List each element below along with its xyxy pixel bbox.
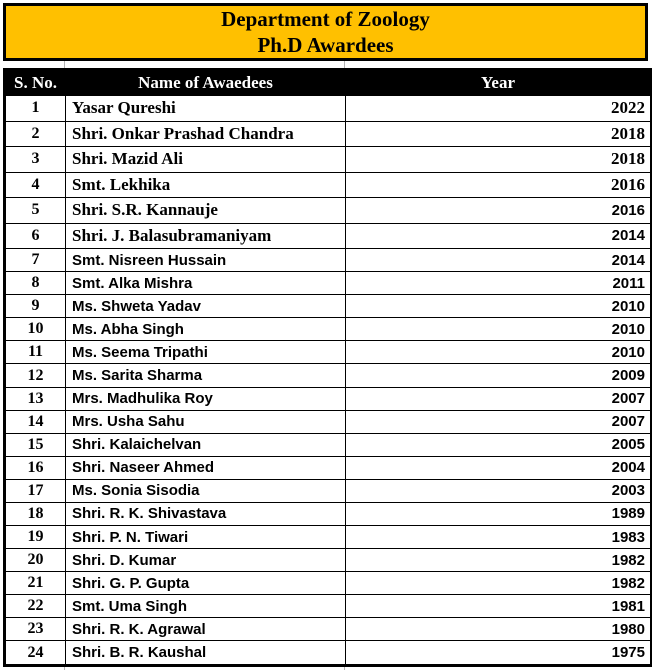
title-line-1: Department of Zoology: [221, 7, 430, 31]
year-cell: 2011: [346, 272, 652, 295]
name-cell: Shri. G. P. Gupta: [66, 572, 346, 595]
sno-cell: 5: [5, 198, 66, 224]
sno-cell: 4: [5, 172, 66, 198]
title-band: [3, 3, 648, 61]
column-header-year: Year: [346, 70, 652, 96]
table-row: [5, 410, 652, 433]
name-cell: Smt. Alka Mishra: [66, 272, 346, 295]
name-cell: Shri. J. Balasubramaniyam: [66, 223, 346, 249]
name-cell: Shri. Naseer Ahmed: [66, 456, 346, 479]
name-cell: Shri. B. R. Kaushal: [66, 641, 346, 666]
table-row: [5, 295, 652, 318]
table-body: [5, 96, 652, 666]
year-cell: 1980: [346, 618, 652, 641]
name-cell: Shri. Kalaichelvan: [66, 433, 346, 456]
table-row: [5, 433, 652, 456]
gridline-stub: [344, 61, 345, 68]
sno-cell: 12: [5, 364, 66, 387]
table-row: [5, 147, 652, 173]
year-cell: 2007: [346, 387, 652, 410]
sno-cell: 1: [5, 96, 66, 122]
year-cell: 1989: [346, 502, 652, 525]
name-cell: Shri. R. K. Agrawal: [66, 618, 346, 641]
table-row: [5, 223, 652, 249]
year-cell: 2005: [346, 433, 652, 456]
year-cell: 2018: [346, 121, 652, 147]
sno-cell: 13: [5, 387, 66, 410]
name-cell: Ms. Shweta Yadav: [66, 295, 346, 318]
gridline-stub: [64, 61, 65, 68]
name-cell: Smt. Uma Singh: [66, 595, 346, 618]
name-cell: Shri. D. Kumar: [66, 549, 346, 572]
awardees-table: [3, 68, 652, 667]
table-row: [5, 121, 652, 147]
sno-cell: 19: [5, 526, 66, 549]
table-row: [5, 502, 652, 525]
sno-cell: 3: [5, 147, 66, 173]
name-cell: Mrs. Madhulika Roy: [66, 387, 346, 410]
sno-cell: 7: [5, 249, 66, 272]
year-cell: 2003: [346, 479, 652, 502]
name-cell: Smt. Lekhika: [66, 172, 346, 198]
sno-cell: 22: [5, 595, 66, 618]
name-cell: Smt. Nisreen Hussain: [66, 249, 346, 272]
table-row: [5, 618, 652, 641]
year-cell: 2014: [346, 223, 652, 249]
year-cell: 2004: [346, 456, 652, 479]
year-cell: 2010: [346, 295, 652, 318]
title-table-gap: [3, 61, 650, 68]
table-row: [5, 572, 652, 595]
year-cell: 2014: [346, 249, 652, 272]
table-row: [5, 96, 652, 122]
year-cell: 1983: [346, 526, 652, 549]
table-row: [5, 198, 652, 224]
name-cell: Ms. Sarita Sharma: [66, 364, 346, 387]
name-cell: Yasar Qureshi: [66, 96, 346, 122]
name-cell: Ms. Sonia Sisodia: [66, 479, 346, 502]
year-cell: 2016: [346, 172, 652, 198]
sno-cell: 9: [5, 295, 66, 318]
year-cell: 1975: [346, 641, 652, 666]
name-cell: Shri. P. N. Tiwari: [66, 526, 346, 549]
title-line-2: Ph.D Awardees: [257, 33, 394, 57]
sno-cell: 2: [5, 121, 66, 147]
sno-cell: 17: [5, 479, 66, 502]
name-cell: Ms. Seema Tripathi: [66, 341, 346, 364]
sno-cell: 15: [5, 433, 66, 456]
name-cell: Ms. Abha Singh: [66, 318, 346, 341]
table-row: [5, 595, 652, 618]
sno-cell: 16: [5, 456, 66, 479]
sno-cell: 20: [5, 549, 66, 572]
year-cell: 1981: [346, 595, 652, 618]
column-header-sno: S. No.: [5, 70, 66, 96]
table-row: [5, 526, 652, 549]
table-header-row: [5, 70, 652, 96]
table-row: [5, 387, 652, 410]
year-cell: 1982: [346, 572, 652, 595]
sno-cell: 18: [5, 502, 66, 525]
sno-cell: 11: [5, 341, 66, 364]
table-row: [5, 318, 652, 341]
sno-cell: 23: [5, 618, 66, 641]
sno-cell: 6: [5, 223, 66, 249]
table-row: [5, 456, 652, 479]
year-cell: 1982: [346, 549, 652, 572]
sno-cell: 8: [5, 272, 66, 295]
table-row: [5, 479, 652, 502]
table-row: [5, 172, 652, 198]
table-row: [5, 341, 652, 364]
year-cell: 2016: [346, 198, 652, 224]
name-cell: Mrs. Usha Sahu: [66, 410, 346, 433]
name-cell: Shri. S.R. Kannauje: [66, 198, 346, 224]
column-header-name: Name of Awaedees: [66, 70, 346, 96]
name-cell: Shri. R. K. Shivastava: [66, 502, 346, 525]
year-cell: 2010: [346, 318, 652, 341]
year-cell: 2022: [346, 96, 652, 122]
table-row: [5, 549, 652, 572]
table-row: [5, 641, 652, 666]
sno-cell: 21: [5, 572, 66, 595]
name-cell: Shri. Onkar Prashad Chandra: [66, 121, 346, 147]
sno-cell: 14: [5, 410, 66, 433]
table-row: [5, 272, 652, 295]
name-cell: Shri. Mazid Ali: [66, 147, 346, 173]
table-row: [5, 364, 652, 387]
year-cell: 2009: [346, 364, 652, 387]
sno-cell: 10: [5, 318, 66, 341]
year-cell: 2007: [346, 410, 652, 433]
year-cell: 2018: [346, 147, 652, 173]
year-cell: 2010: [346, 341, 652, 364]
table-row: [5, 249, 652, 272]
sno-cell: 24: [5, 641, 66, 666]
